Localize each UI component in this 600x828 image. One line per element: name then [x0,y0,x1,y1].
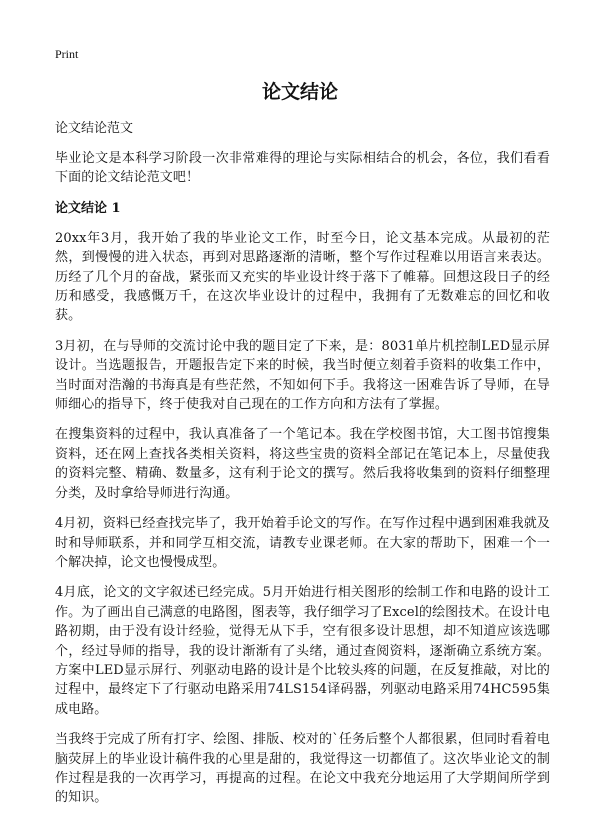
intro-paragraph: 毕业论文是本科学习阶段一次非常难得的理论与实际相结合的机会，各位，我们看看下面的论文结论范文吧！ [55,151,550,186]
body-paragraph-3: 在搜集资料的过程中，我认真准备了一个笔记本。我在学校图书馆，大工图书馆搜集资料，还在网上查找各类相关资料，将这些宝贵的资料全部记在笔记本上，尽量使我的资料完整、精确、数量多，这有利于论文的撰写。然后我将收集到的资料仔细整理分类，及时拿给导师进行沟通。 [55,427,550,501]
body-paragraph-6: 当我终于完成了所有打字、绘图、排版、校对的`任务后整个人都很累，但同时看着电脑荧屏上的毕业设计稿件我的心里是甜的，我觉得这一切都值了。这次毕业论文的制作过程是我的一次再学习，再提高的过程。在论文中我充分地运用了大学期间所学到的知识。 [55,732,550,806]
page-title: 论文结论 [261,81,338,103]
document-body [55,149,550,819]
body-paragraph-5: 4月底，论文的文字叙述已经完成。5月开始进行相关图形的绘制工作和电路的设计工作。为了画出自己满意的电路图，图表等，我仔细学习了Excel的绘图技术。在设计电路初期，由于没有设计经验，觉得无从下手，空有很多设计思想，却不知道应该选哪个，经过导师的指导，我的设计渐渐有了头绪，通过查阅资料，逐渐确立系统方案。方案中LED显示屏行、列驱动电路的设计是个比较头疼的问题，在反复推敲，对比的过程中，最终定下了行驱动电路采用74LS154译码器，列驱动电路采用74HC595集成电路。 [55,585,550,717]
print-link[interactable]: Print [55,47,79,61]
body-paragraph-1: 20xx年3月，我开始了我的毕业论文工作，时至今日，论文基本完成。从最初的茫然，到慢慢的进入状态，再到对思路逐渐的清晰，整个写作过程难以用语言来表达。历经了几个月的奋战，紧张而又充实的毕业设计终于落下了帷幕。回想这段日子的经历和感受，我感慨万千，在这次毕业设计的过程中，我拥有了无数难忘的回忆和收获。 [55,230,550,324]
section-heading: 论文结论 1 [55,200,121,216]
body-paragraph-4: 4月初，资料已经查找完毕了，我开始着手论文的写作。在写作过程中遇到困难我就及时和导师联系，并和同学互相交流，请教专业课老师。在大家的帮助下，困难一个一个解决掉，论文也慢慢成型。 [55,516,550,570]
body-paragraph-2: 3月初，在与导师的交流讨论中我的题目定了下来，是：8031单片机控制LED显示屏设计。当选题报告，开题报告定下来的时候，我当时便立刻着手资料的收集工作中，当时面对浩瀚的书海真是有些茫然，不知如何下手。我将这一困难告诉了导师，在导师细心的指导下，终于使我对自己现在的工作方向和方法有了掌握。 [55,338,550,413]
subtitle: 论文结论范文 [55,121,134,136]
